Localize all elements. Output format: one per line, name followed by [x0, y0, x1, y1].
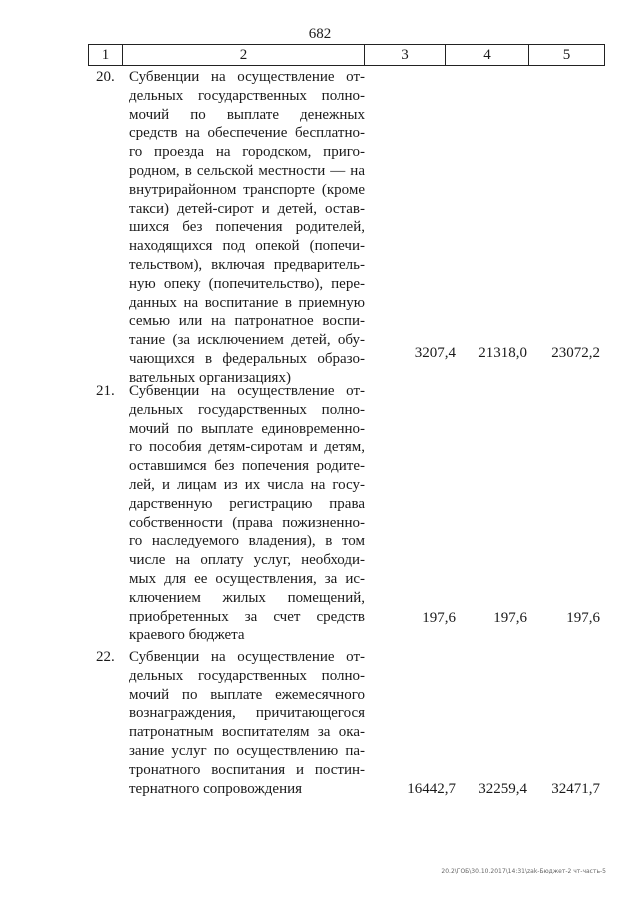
column-header-2: 2 — [123, 45, 365, 65]
text-line: собственности (права пожизненно- — [129, 514, 365, 531]
text-line: го проезда на городском, приго- — [129, 144, 365, 161]
text-line: го наследуемого владения), в том — [129, 533, 365, 550]
text-line: ключением жилых помещений, — [129, 589, 365, 606]
text-line: дельных государственных полно- — [129, 87, 365, 104]
value-col-4: 32259,4 — [478, 781, 527, 797]
value-col-3: 197,6 — [422, 610, 456, 626]
text-line: внутрирайонном транспорте (кроме — [129, 181, 365, 198]
text-line: средств на обеспечение бесплатно- — [129, 125, 365, 142]
text-line: такси) детей-сирот и детей, остав- — [129, 200, 365, 217]
text-line: приобретенных за счет средств — [129, 608, 365, 625]
value-col-5: 32471,7 — [551, 781, 600, 797]
text-line: вознаграждения, причитающегося — [129, 705, 365, 722]
row-number: 20. — [96, 69, 115, 85]
text-line: патронатным воспитателям за ока- — [129, 724, 365, 741]
text-line: мочий по выплате единовременно- — [129, 420, 365, 437]
text-line: мых для ее осуществления, за ис- — [129, 570, 365, 587]
value-col-4: 197,6 — [493, 610, 527, 626]
text-line: тельством), включая предваритель- — [129, 256, 365, 273]
value-col-4: 21318,0 — [478, 345, 527, 361]
text-line: данных на воспитание в приемную — [129, 294, 365, 311]
text-line: ную опеку (попечительство), пере- — [129, 275, 365, 292]
text-line: тание (за исключением детей, обу- — [129, 332, 365, 349]
value-col-5: 197,6 — [566, 610, 600, 626]
text-line: шихся без попечения родителей, — [129, 219, 365, 236]
text-line: краевого бюджета — [129, 627, 245, 644]
text-line: Субвенции на осуществление от- — [129, 383, 365, 399]
text-line: вательных организациях) — [129, 369, 291, 386]
document-footer-stamp: 20.2\ГОБ\30.10.2017\14:31\zak-Бюджет-2 чт-часть-5 — [441, 868, 606, 875]
column-header-row — [88, 44, 605, 66]
value-col-3: 16442,7 — [407, 781, 456, 797]
text-line: дарственную регистрацию права — [129, 495, 365, 512]
text-line: родном, в сельской местности — на — [129, 162, 365, 179]
text-line: мочий по выплате ежемесячного — [129, 686, 365, 703]
text-line: зание услуг по осуществлению па- — [129, 742, 365, 759]
text-line: оставшимся без попечения родите- — [129, 458, 365, 475]
text-line: семью или на патронатное воспи- — [129, 313, 365, 330]
text-line: дельных государственных полно- — [129, 667, 365, 684]
column-header-1: 1 — [89, 45, 123, 65]
row-description — [129, 382, 365, 645]
value-col-3: 3207,4 — [414, 345, 456, 361]
text-line: Субвенции на осуществление от- — [129, 69, 365, 85]
text-line: мочий по выплате денежных — [129, 106, 365, 123]
column-header-3: 3 — [365, 45, 446, 65]
text-line: дельных государственных полно- — [129, 401, 365, 418]
text-line: Субвенции на осуществление от- — [129, 649, 365, 665]
row-number: 22. — [96, 649, 115, 665]
row-number: 21. — [96, 383, 115, 399]
text-line: чающихся в федеральных образо- — [129, 350, 365, 367]
text-line: го пособия детям-сиротам и детям, — [129, 439, 365, 456]
page-number: 682 — [308, 26, 332, 42]
value-col-5: 23072,2 — [551, 345, 600, 361]
text-line: находящихся под опекой (попечи- — [129, 238, 365, 255]
text-line: числе на оплату услуг, необходи- — [129, 552, 365, 569]
text-line: тернатного сопровождения — [129, 780, 303, 797]
column-header-4: 4 — [446, 45, 529, 65]
text-line: тронатного воспитания и постин- — [129, 761, 365, 778]
text-line: лей, и лицам из их числа на госу- — [129, 476, 365, 493]
column-header-5: 5 — [562, 46, 571, 63]
row-description — [129, 68, 365, 388]
row-description — [129, 648, 365, 798]
